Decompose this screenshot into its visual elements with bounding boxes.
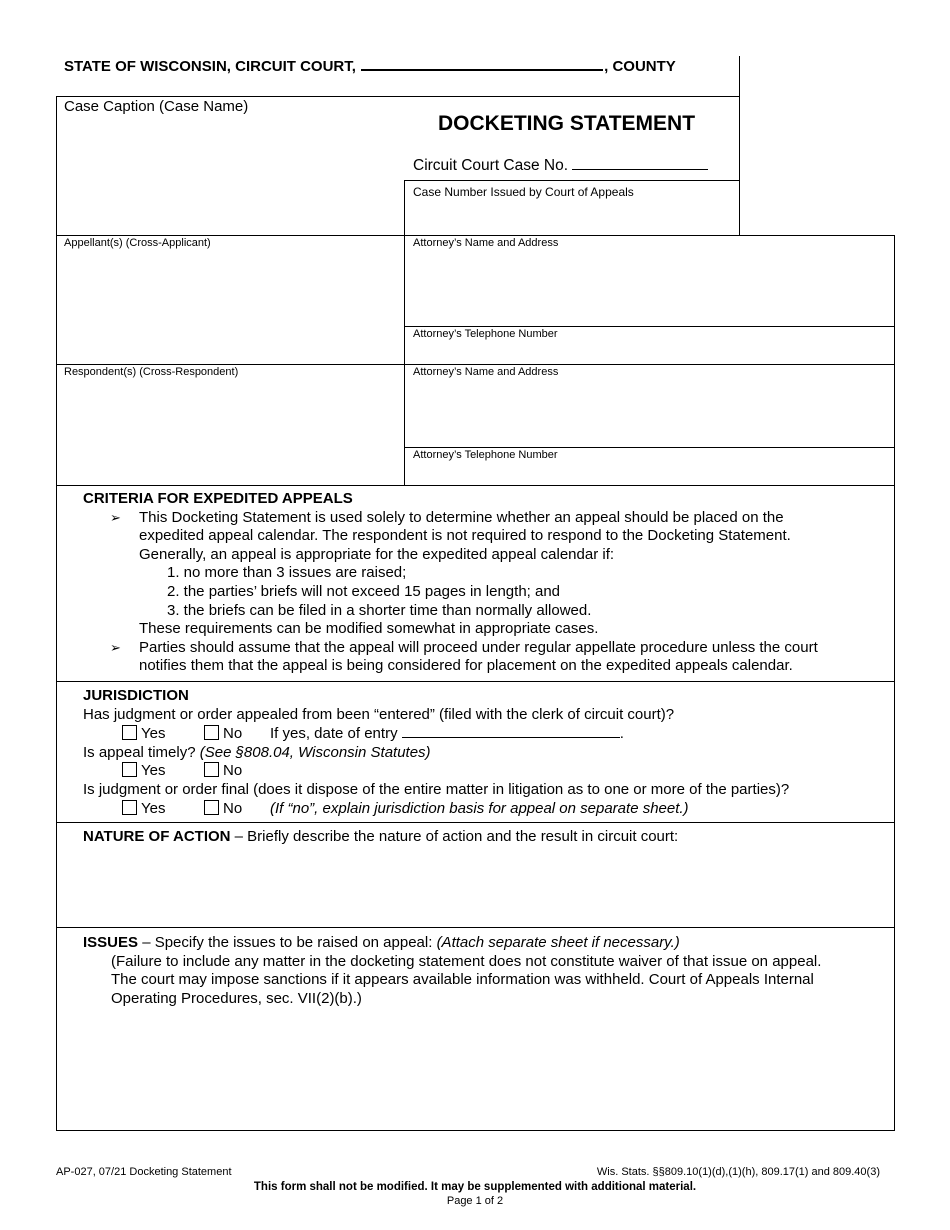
jurisdiction-q1: Has judgment or order appealed from been “entered” (filed with the clerk of circuit court)? bbox=[83, 705, 675, 723]
jurisdiction-q1-options: Yes No If yes, date of entry . bbox=[83, 724, 883, 744]
criteria-text-line: Parties should assume that the appeal will proceed under regular appellate procedure unless the court bbox=[139, 638, 818, 656]
q1-no-checkbox[interactable] bbox=[204, 725, 219, 740]
appellant-attorney-name-field[interactable] bbox=[406, 252, 892, 324]
respondent-top-border bbox=[56, 364, 895, 365]
issues-text: – Specify the issues to be raised on appeal: bbox=[138, 934, 437, 951]
caption-top-border bbox=[56, 96, 740, 97]
criteria-item: 1. no more than 3 issues are raised; bbox=[167, 564, 407, 582]
no-label: No bbox=[223, 762, 243, 780]
yes-label: Yes bbox=[141, 725, 166, 743]
respondent-phone-border bbox=[404, 447, 895, 448]
criteria-text-line: expedited appeal calendar. The respondent is not required to respond to the Docketing Statement. bbox=[139, 527, 791, 545]
criteria-bullet-2 bbox=[83, 639, 883, 676]
date-of-entry-label: If yes, date of entry bbox=[270, 725, 398, 743]
q2-statute-ref: (See §808.04, Wisconsin Statutes) bbox=[199, 743, 431, 761]
issues-paren-line: (Failure to include any matter in the docketing statement does not constitute waiver of that issue on appeal. bbox=[111, 952, 822, 970]
criteria-modify-note: These requirements can be modified somewhat in appropriate cases. bbox=[139, 620, 599, 638]
respondent-attorney-name-label: Attorney’s Name and Address bbox=[413, 366, 559, 378]
jurisdiction-section bbox=[83, 687, 883, 818]
jurisdiction-top-border bbox=[56, 681, 895, 682]
q1-no-option[interactable] bbox=[204, 725, 270, 744]
q2-no-checkbox[interactable] bbox=[204, 762, 219, 777]
center-divider bbox=[404, 180, 405, 486]
bullet-arrow-icon: ➢ bbox=[110, 639, 121, 655]
q3-yes-checkbox[interactable] bbox=[122, 800, 137, 815]
appellant-attorney-phone-field[interactable] bbox=[406, 342, 892, 362]
form-title: DOCKETING STATEMENT bbox=[438, 112, 696, 135]
form-right-border bbox=[894, 235, 895, 1131]
court-header bbox=[64, 57, 676, 75]
issues-paren-line: Operating Procedures, sec. VII(2)(b).) bbox=[111, 989, 362, 1007]
criteria-top-border bbox=[56, 485, 895, 486]
q3-note: (If “no”, explain jurisdiction basis for appeal on separate sheet.) bbox=[270, 799, 689, 817]
q1-yes-checkbox[interactable] bbox=[122, 725, 137, 740]
appellant-attorney-name-label: Attorney’s Name and Address bbox=[413, 237, 559, 249]
criteria-section bbox=[83, 490, 883, 676]
respondent-field[interactable] bbox=[58, 381, 402, 483]
nature-top-border bbox=[56, 822, 895, 823]
issues-heading: ISSUES bbox=[83, 934, 139, 951]
issues-paren-line: The court may impose sanctions if it appears available information was withheld. Court of Appeals Internal bbox=[111, 971, 814, 989]
q2-yes-checkbox[interactable] bbox=[122, 762, 137, 777]
criteria-text-line: Generally, an appeal is appropriate for the expedited appeal calendar if: bbox=[139, 545, 615, 563]
q2-no-option[interactable] bbox=[204, 762, 270, 781]
q3-yes-option[interactable] bbox=[122, 800, 204, 819]
jurisdiction-q2 bbox=[83, 744, 883, 763]
parties-top-border bbox=[56, 235, 895, 236]
date-of-entry-field[interactable] bbox=[402, 724, 620, 738]
issues-section bbox=[83, 934, 883, 1008]
criteria-bullet-1 bbox=[83, 509, 883, 565]
q1-yes-option[interactable] bbox=[122, 725, 204, 744]
jurisdiction-heading: JURISDICTION bbox=[83, 687, 189, 704]
respondent-label: Respondent(s) (Cross-Respondent) bbox=[64, 366, 239, 378]
case-caption-label: Case Caption (Case Name) bbox=[64, 98, 249, 115]
respondent-attorney-phone-field[interactable] bbox=[406, 463, 892, 483]
criteria-text-line: notifies them that the appeal is being considered for placement on the expedited appeals calendar. bbox=[139, 657, 793, 675]
respondent-attorney-name-field[interactable] bbox=[406, 381, 892, 445]
respondent-attorney-phone-label: Attorney’s Telephone Number bbox=[413, 449, 558, 461]
criteria-heading: CRITERIA FOR EXPEDITED APPEALS bbox=[83, 490, 353, 507]
appellant-attorney-phone-label: Attorney’s Telephone Number bbox=[413, 328, 558, 340]
appellant-field[interactable] bbox=[58, 252, 402, 362]
statutes-ref: Wis. Stats. §§809.10(1)(d),(1)(h), 809.17(1) and 809.40(3) bbox=[596, 1166, 880, 1178]
criteria-item: 3. the briefs can be filed in a shorter time than normally allowed. bbox=[167, 601, 592, 619]
no-label: No bbox=[223, 725, 243, 743]
issues-note: (Attach separate sheet if necessary.) bbox=[436, 934, 680, 951]
circuit-case-no-row bbox=[413, 156, 708, 175]
q3-no-checkbox[interactable] bbox=[204, 800, 219, 815]
nature-section bbox=[83, 828, 883, 847]
form-bottom-border bbox=[56, 1130, 895, 1131]
form-id: AP-027, 07/21 Docketing Statement bbox=[56, 1166, 232, 1178]
issues-top-border bbox=[56, 927, 895, 928]
county-name-field[interactable] bbox=[361, 57, 603, 71]
jurisdiction-q2-options bbox=[83, 762, 883, 781]
page-number: Page 1 of 2 bbox=[446, 1195, 504, 1207]
q2-yes-option[interactable] bbox=[122, 762, 204, 781]
yes-label: Yes bbox=[141, 762, 166, 780]
q2-text: Is appeal timely? bbox=[83, 743, 196, 761]
nature-text: – Briefly describe the nature of action and the result in circuit court: bbox=[230, 828, 679, 845]
yes-label: Yes bbox=[141, 799, 166, 817]
jurisdiction-q3: Is judgment or order final (does it dispose of the entire matter in litigation as to one or more of the parties)? bbox=[83, 780, 790, 798]
caption-right-border bbox=[739, 56, 740, 236]
form-left-border bbox=[56, 96, 57, 1131]
form-notice: This form shall not be modified. It may be supplemented with additional material. bbox=[253, 1181, 697, 1193]
appeals-case-no-label: Case Number Issued by Court of Appeals bbox=[413, 185, 634, 199]
no-label: No bbox=[223, 799, 243, 817]
criteria-item: 2. the parties’ briefs will not exceed 15 pages in length; and bbox=[167, 582, 561, 600]
jurisdiction-q3-options bbox=[83, 800, 883, 819]
nature-field[interactable] bbox=[58, 850, 892, 925]
appeals-case-top-border bbox=[404, 180, 740, 181]
circuit-case-no-label: Circuit Court Case No. bbox=[413, 157, 569, 174]
state-court-label: STATE OF WISCONSIN, CIRCUIT COURT, bbox=[64, 58, 356, 75]
appeals-case-no-field[interactable] bbox=[406, 202, 738, 234]
nature-heading: NATURE OF ACTION bbox=[83, 828, 231, 845]
bullet-arrow-icon: ➢ bbox=[110, 509, 121, 525]
appellant-phone-border bbox=[404, 326, 895, 327]
county-label: , COUNTY bbox=[604, 58, 676, 75]
criteria-text-line: This Docketing Statement is used solely to determine whether an appeal should be placed on the bbox=[139, 508, 784, 526]
q3-no-option[interactable] bbox=[204, 800, 270, 819]
issues-field[interactable] bbox=[58, 1012, 892, 1128]
appellant-label: Appellant(s) (Cross-Applicant) bbox=[64, 237, 211, 249]
circuit-case-no-field[interactable] bbox=[572, 156, 708, 170]
case-caption-field[interactable] bbox=[64, 120, 400, 230]
